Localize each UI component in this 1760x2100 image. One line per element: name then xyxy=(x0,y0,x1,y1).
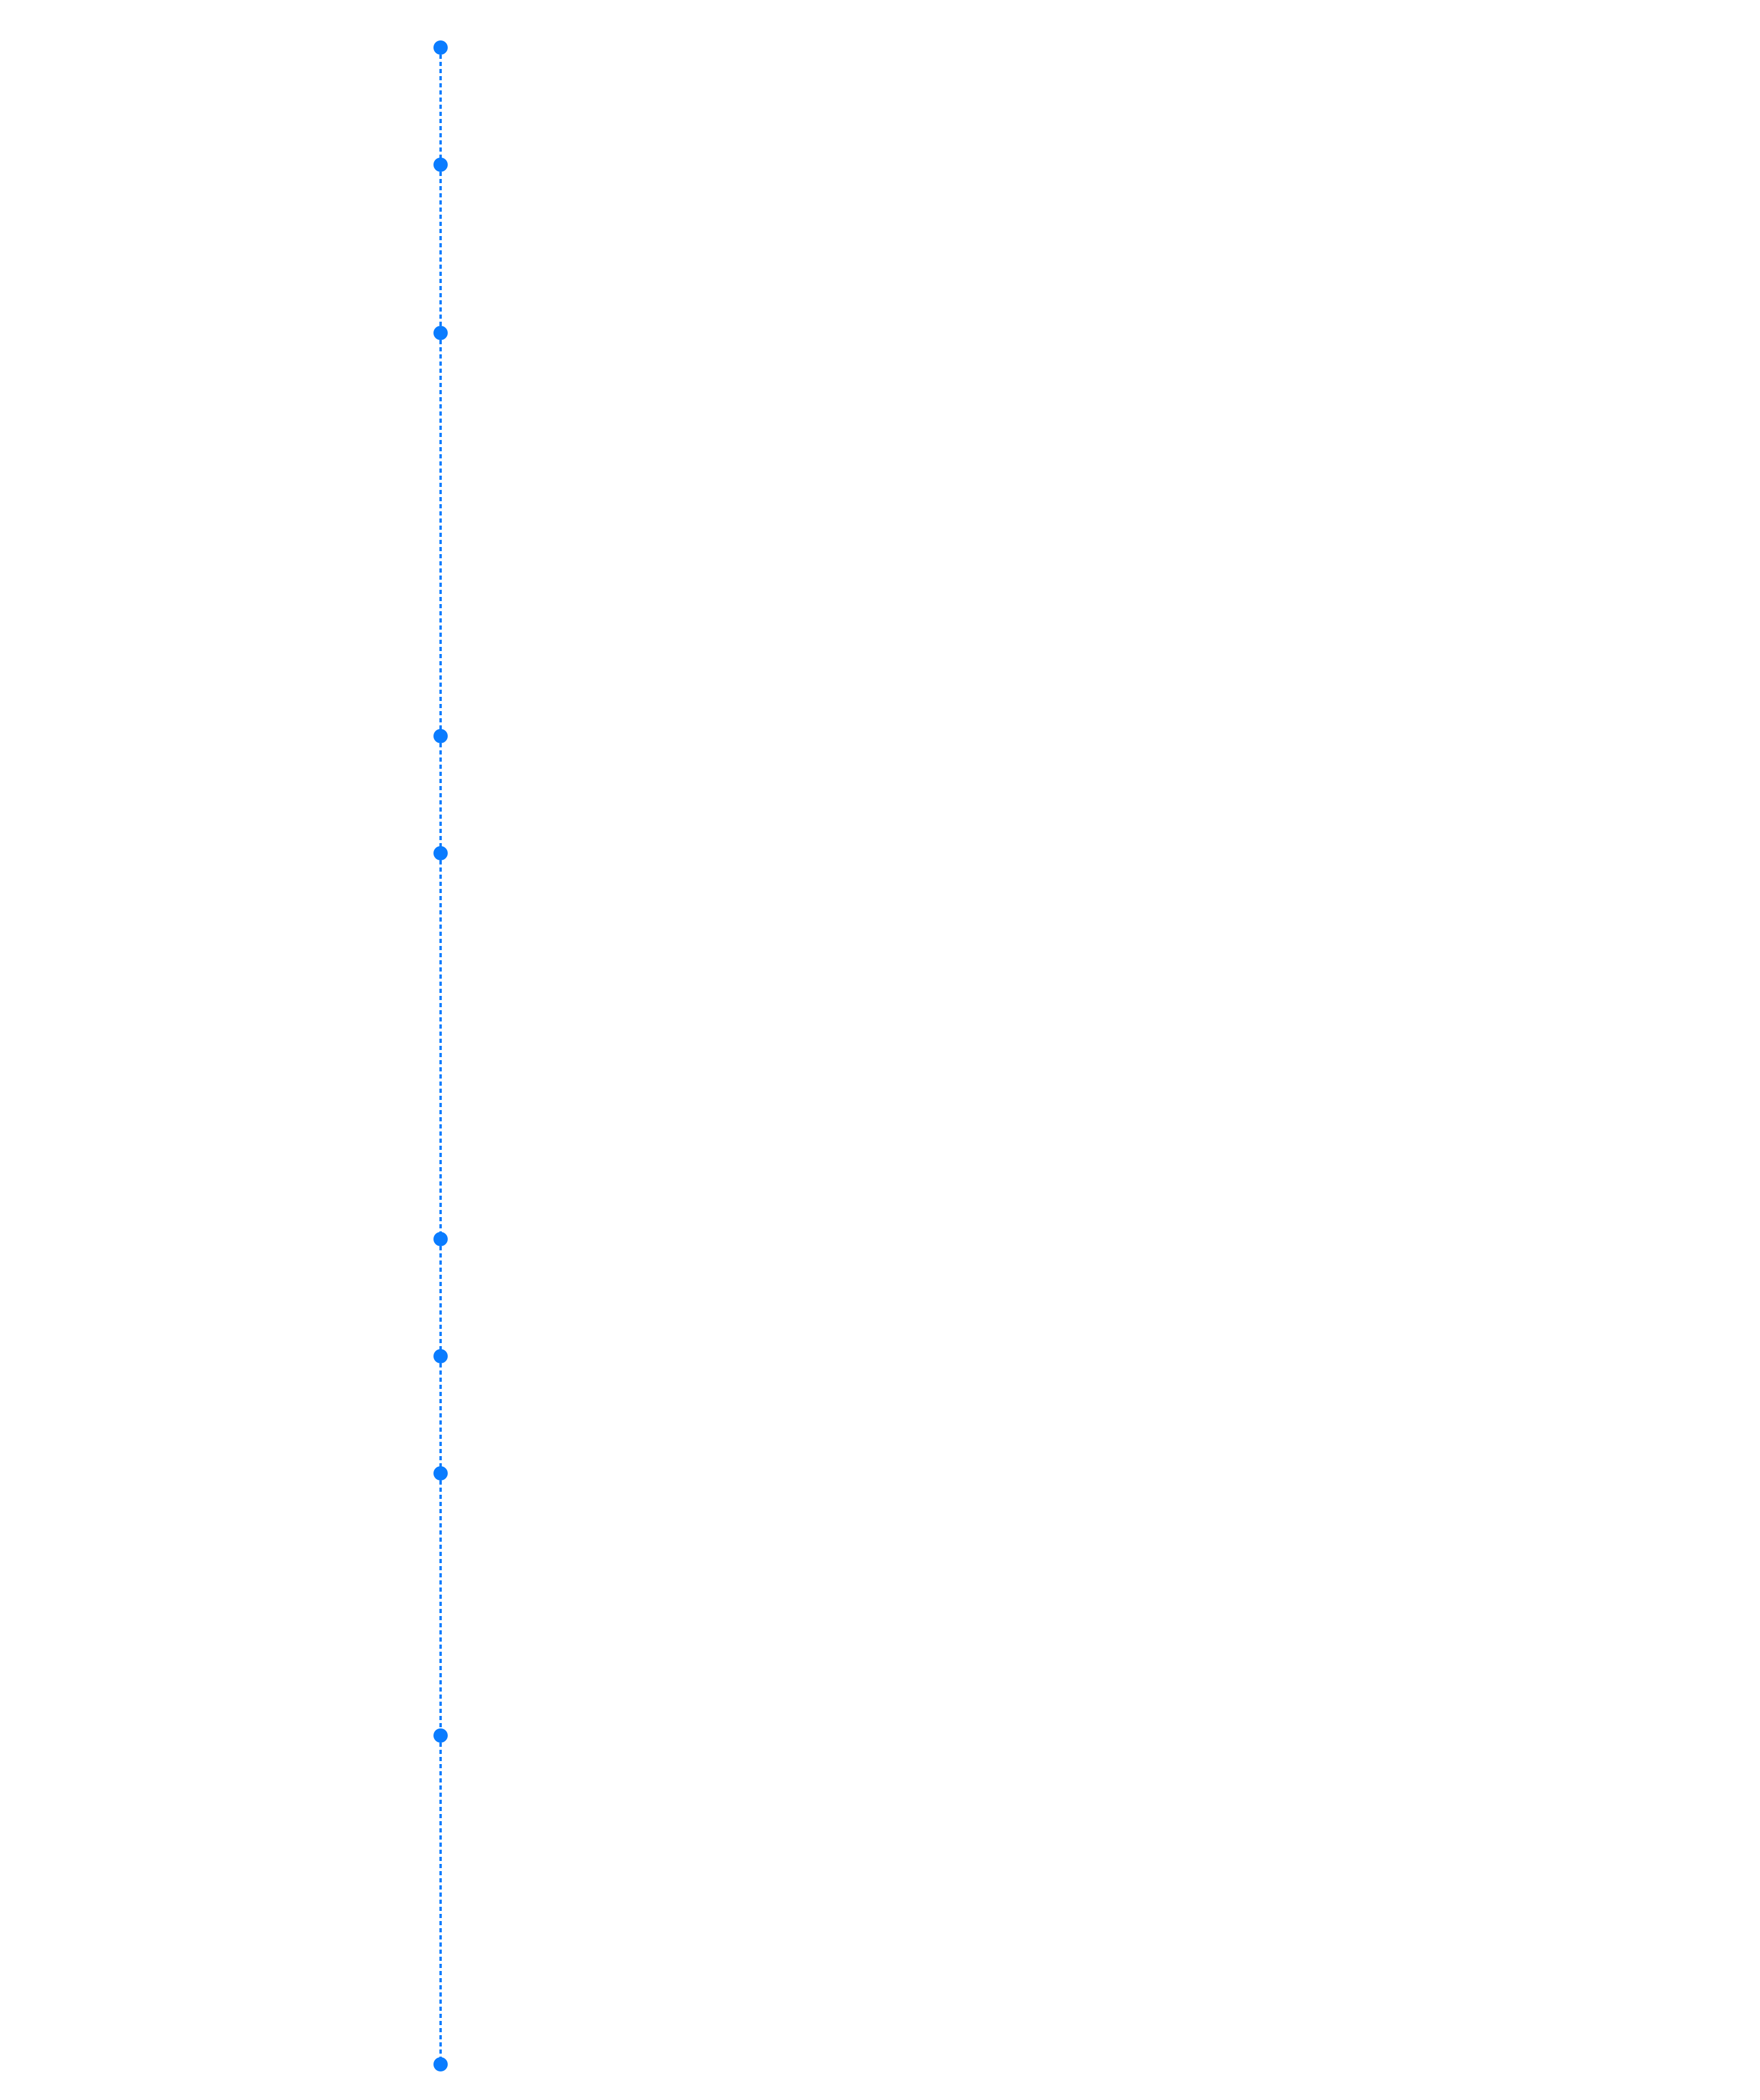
timeline-node-9 xyxy=(433,1728,448,1743)
timeline-node-3 xyxy=(433,326,448,340)
timeline-node-2 xyxy=(433,158,448,172)
timeline-node-6 xyxy=(433,1232,448,1246)
timeline-node-4 xyxy=(433,729,448,743)
timeline-node-10 xyxy=(433,2057,448,2071)
timeline-node-1 xyxy=(433,40,448,55)
timeline-node-7 xyxy=(433,1349,448,1363)
timeline-node-8 xyxy=(433,1466,448,1480)
timeline-node-5 xyxy=(433,846,448,860)
